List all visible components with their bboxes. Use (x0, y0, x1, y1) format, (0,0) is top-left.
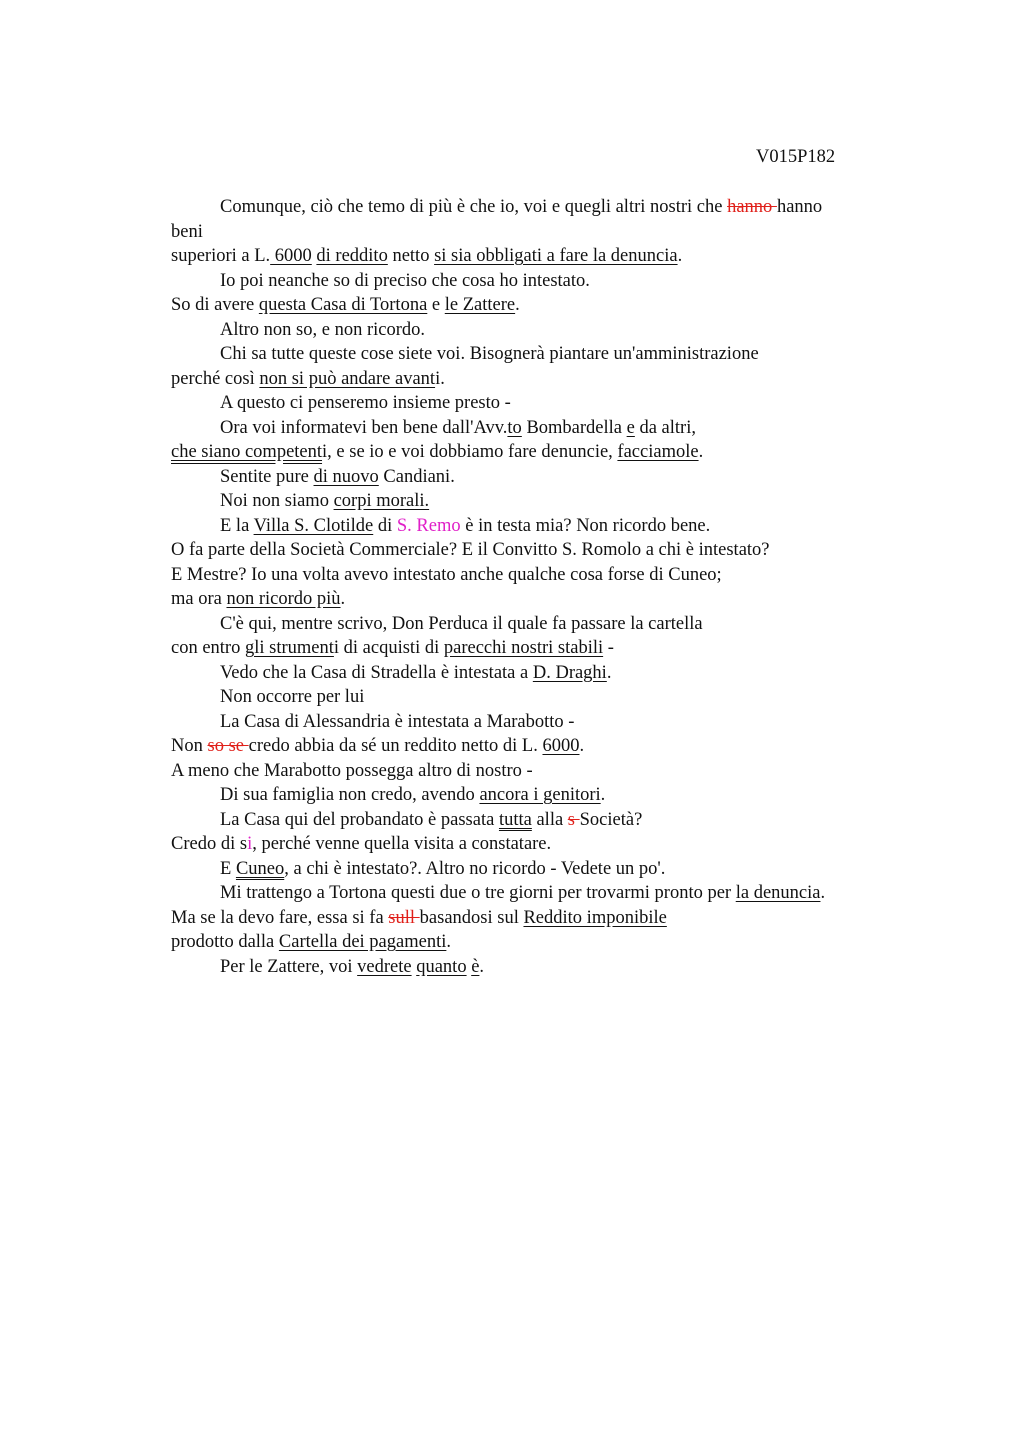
text-line (220, 318, 425, 342)
text-line (220, 416, 696, 440)
text-segment: ma ora (171, 589, 227, 609)
text-line (171, 734, 584, 758)
text-segment: Io poi neanche so di preciso che cosa ho intestato. (220, 270, 590, 291)
text-segment: Ora voi informatevi ben bene dall'Avv. (220, 417, 508, 438)
text-segment: . (606, 662, 612, 683)
underlined-text: quanto (416, 956, 467, 977)
text-segment: A meno che Marabotto possegga altro di nostro - (171, 760, 533, 781)
text-line (171, 906, 667, 930)
underlined-text: e (626, 417, 635, 438)
double-underlined-text: Cuneo (235, 858, 285, 879)
underlined-text: non ricordo più (226, 589, 341, 609)
text-segment: beni (171, 221, 203, 242)
text-segment: con entro (171, 638, 245, 658)
text-segment: hanno (776, 197, 823, 217)
text-segment: . (515, 295, 520, 315)
text-segment: Altro non so, e non ricordo. (220, 319, 426, 340)
text-segment: A questo ci penseremo insieme presto - (220, 393, 511, 413)
text-line (171, 538, 770, 562)
text-line (171, 759, 533, 783)
text-segment: netto (387, 246, 435, 266)
text-segment: . (446, 932, 451, 952)
text-segment: - (603, 638, 614, 658)
underlined-text: 6000 (270, 246, 312, 266)
underlined-text: di reddito (316, 246, 388, 266)
underlined-text: questa Casa di Tortona (258, 295, 428, 315)
text-segment: e (427, 295, 445, 315)
underlined-text: D. Draghi (532, 662, 607, 683)
text-segment: C'è qui, mentre scrivo, Don Perduca il quale fa passare la cartella (220, 613, 703, 634)
text-segment: So di avere (171, 295, 259, 315)
text-line (220, 881, 825, 905)
text-line (220, 489, 429, 513)
text-line (220, 710, 574, 734)
text-line (220, 685, 364, 709)
underlined-text: si sia obbligati a fare la denuncia (434, 246, 678, 266)
text-segment: i, e se io e voi dobbiamo fare denuncie, (322, 442, 618, 462)
deleted-text: so se (207, 736, 249, 756)
text-line (171, 587, 345, 611)
page-identifier: V015P182 (756, 147, 836, 167)
text-line (220, 269, 590, 293)
text-segment: prodotto dalla (171, 932, 279, 952)
text-line (171, 244, 682, 268)
underlined-text: to (507, 417, 522, 438)
underlined-text: non si può andare avant (259, 368, 436, 389)
underlined-text: parecchi nostri stabili (443, 638, 604, 658)
underlined-text: ancora i genitori (479, 785, 601, 805)
text-segment: è in testa mia? Non ricordo bene. (460, 515, 711, 536)
text-line (220, 661, 611, 685)
text-segment: da altri, (634, 417, 696, 438)
text-segment: superiori a L. (171, 246, 271, 266)
text-segment: . (698, 442, 704, 462)
text-segment: di (373, 515, 397, 536)
text-segment: Per le Zattere, voi (220, 956, 358, 977)
text-line (220, 955, 484, 979)
text-segment: E Mestre? Io una volta avevo intestato anche qualche cosa forse di Cuneo; (171, 564, 722, 585)
underlined-text: la denuncia (735, 883, 821, 903)
underlined-text: di nuovo (313, 466, 379, 487)
text-segment: . (479, 956, 485, 977)
underlined-text: gli strument (244, 638, 334, 658)
underlined-text: facciamole (617, 442, 699, 462)
underlined-text: le Zattere (444, 295, 516, 315)
text-segment: alla (531, 809, 568, 830)
text-segment: Noi non siamo (220, 491, 334, 511)
text-segment: . (579, 736, 585, 756)
text-line (220, 465, 455, 489)
text-line (171, 367, 445, 391)
text-segment: Non (171, 736, 208, 756)
underlined-text: Cartella dei pagamenti (278, 932, 447, 952)
text-line (220, 391, 511, 415)
text-segment: , perché venne quella visita a constatare. (252, 834, 552, 854)
deleted-text: sull (388, 907, 420, 928)
text-segment: credo abbia da sé un reddito netto di L. (248, 736, 543, 756)
text-line (171, 832, 551, 856)
text-line (171, 220, 203, 244)
text-line (171, 563, 722, 587)
text-segment: i. (435, 368, 445, 389)
text-line (220, 783, 605, 807)
inserted-text: i (247, 834, 253, 854)
text-segment: i di acquisti di (333, 638, 444, 658)
text-line (220, 514, 710, 538)
text-segment: La Casa qui del probandato è passata (220, 809, 499, 830)
underlined-text: vedrete (357, 956, 412, 977)
text-line (171, 636, 614, 660)
underlined-text: corpi morali. (333, 491, 430, 511)
underlined-text: Reddito imponibile (523, 907, 667, 928)
text-segment: Mi trattengo a Tortona questi due o tre giorni per trovarmi pronto per (220, 883, 736, 903)
text-segment: Di sua famiglia non credo, avendo (220, 785, 480, 805)
text-segment: Non occorre per lui (220, 687, 365, 707)
underlined-text: 6000 (542, 736, 580, 756)
underlined-text: è (471, 956, 480, 977)
text-segment: Ma se la devo fare, essa si fa (171, 907, 389, 928)
text-segment: O fa parte della Società Commerciale? E il Convitto S. Romolo a chi è intestato? (171, 540, 770, 560)
text-line (220, 612, 703, 636)
text-line (220, 195, 822, 219)
text-segment: perché così (171, 368, 260, 389)
text-segment: La Casa di Alessandria è intestata a Marabotto - (220, 711, 575, 732)
text-segment: Chi sa tutte queste cose siete voi. Bisognerà piantare un'amministrazione (220, 344, 759, 364)
text-segment: Comunque, ciò che temo di più è che io, voi e quegli altri nostri che (220, 197, 728, 217)
text-segment: E (220, 858, 236, 879)
double-underlined-text: tutta (498, 809, 532, 830)
deleted-text: s (567, 809, 580, 830)
inserted-text: S. Remo (396, 515, 461, 536)
text-segment: Sentite pure (220, 466, 314, 487)
text-line (220, 857, 665, 881)
text-segment: . (820, 883, 826, 903)
text-segment: . (340, 589, 346, 609)
underlined-text: Villa S. Clotilde (253, 515, 374, 536)
text-line (220, 342, 759, 366)
text-segment: Società? (579, 809, 643, 830)
text-segment: basandosi sul (419, 907, 524, 928)
text-segment: . (600, 785, 606, 805)
text-line (171, 440, 703, 464)
text-segment: . (677, 246, 683, 266)
text-segment: Vedo che la Casa di Stradella è intestata a (220, 662, 533, 683)
double-underlined-text: che siano competent (171, 442, 323, 462)
text-line (171, 293, 520, 317)
text-line (171, 930, 451, 954)
text-segment: , a chi è intestato?. Altro no ricordo - Vedete un po'. (284, 858, 666, 879)
deleted-text: hanno (727, 197, 777, 217)
text-segment: Bombardella (521, 417, 627, 438)
text-segment: Credo di s (171, 834, 248, 854)
text-line (220, 808, 642, 832)
text-segment: Candiani. (378, 466, 455, 487)
text-segment: E la (220, 515, 254, 536)
